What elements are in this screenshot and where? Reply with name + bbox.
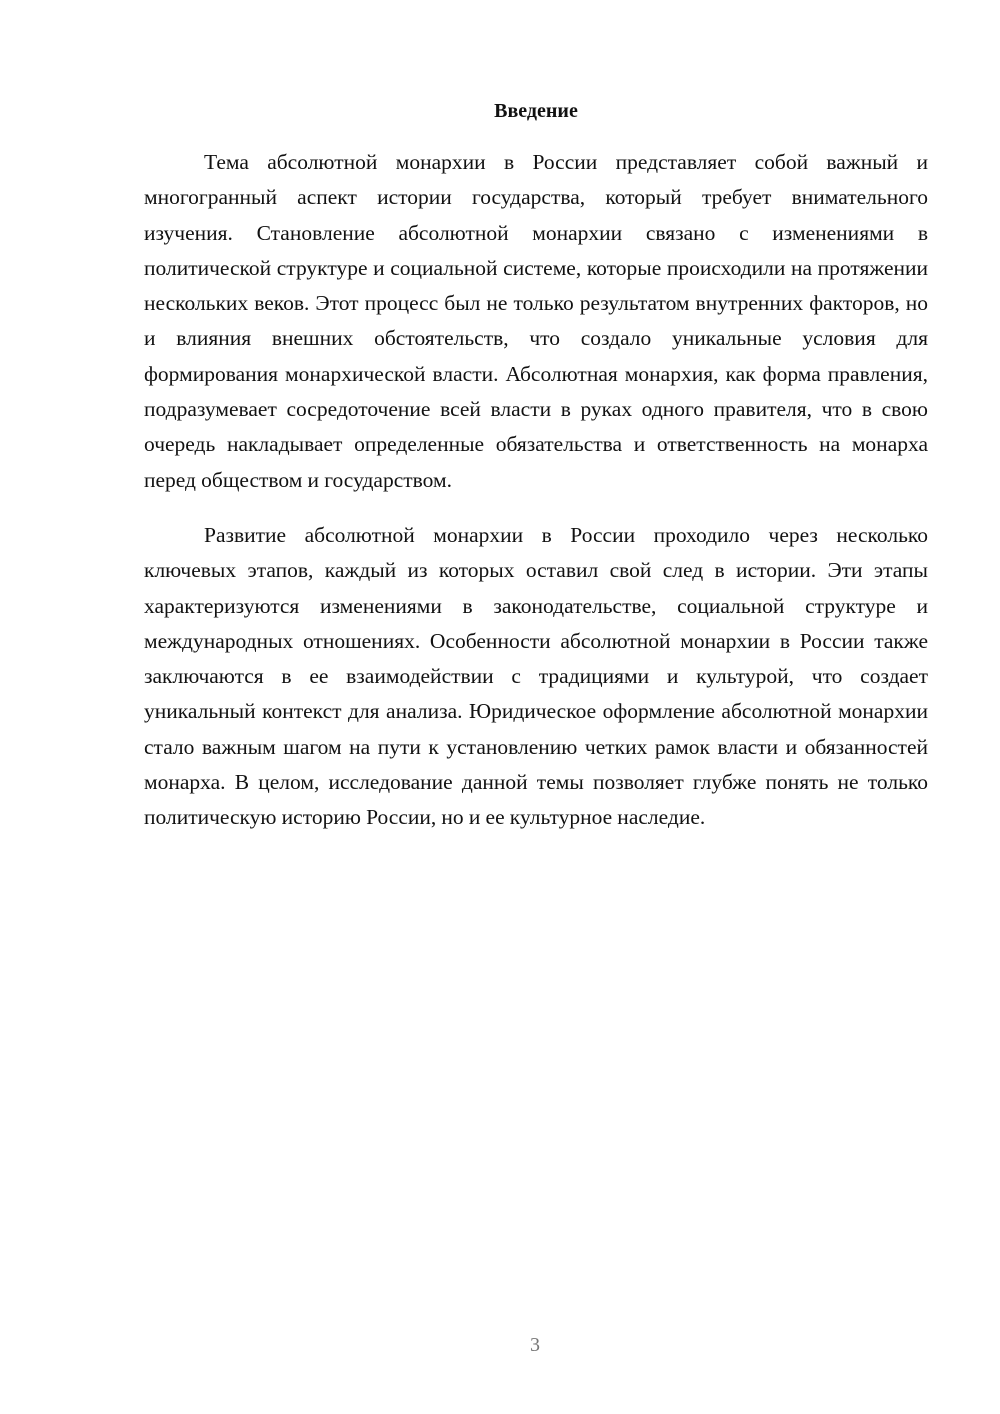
- page-content: [144, 97, 928, 836]
- page-number: 3: [530, 1334, 540, 1356]
- paragraph-2: Развитие абсолютной монархии в России проходило через несколько ключевых этапов, каждый из которых оставил свой след в истории. Эти этапы характеризуются изменениями в законодательстве, социальной структуре и международных отношениях. Особенности абсолютной монархии в России также заключаются в ее взаимодействии с традициями и культурой, что создает уникальный контекст для анализа. Юридическое оформление абсолютной монархии стало важным шагом на пути к установлению четких рамок власти и обязанностей монарха. В целом, исследование данной темы позволяет глубже понять не только политическую историю России, но и ее культурное наследие.: [144, 522, 928, 830]
- paragraph-1: Тема абсолютной монархии в России представляет собой важный и многогранный аспект истории государства, который требует внимательного изучения. Становление абсолютной монархии связано с изменениями в политической структуре и социальной системе, которые происходили на протяжении нескольких веков. Этот процесс был не только результатом внутренних факторов, но и влияния внешних обстоятельств, что создало уникальные условия для формирования монархической власти. Абсолютная монархия, как форма правления, подразумевает сосредоточение всей власти в руках одного правителя, что в свою очередь накладывает определенные обязательства и ответственность на монарха перед обществом и государством.: [144, 150, 928, 492]
- section-heading: Введение: [494, 100, 578, 122]
